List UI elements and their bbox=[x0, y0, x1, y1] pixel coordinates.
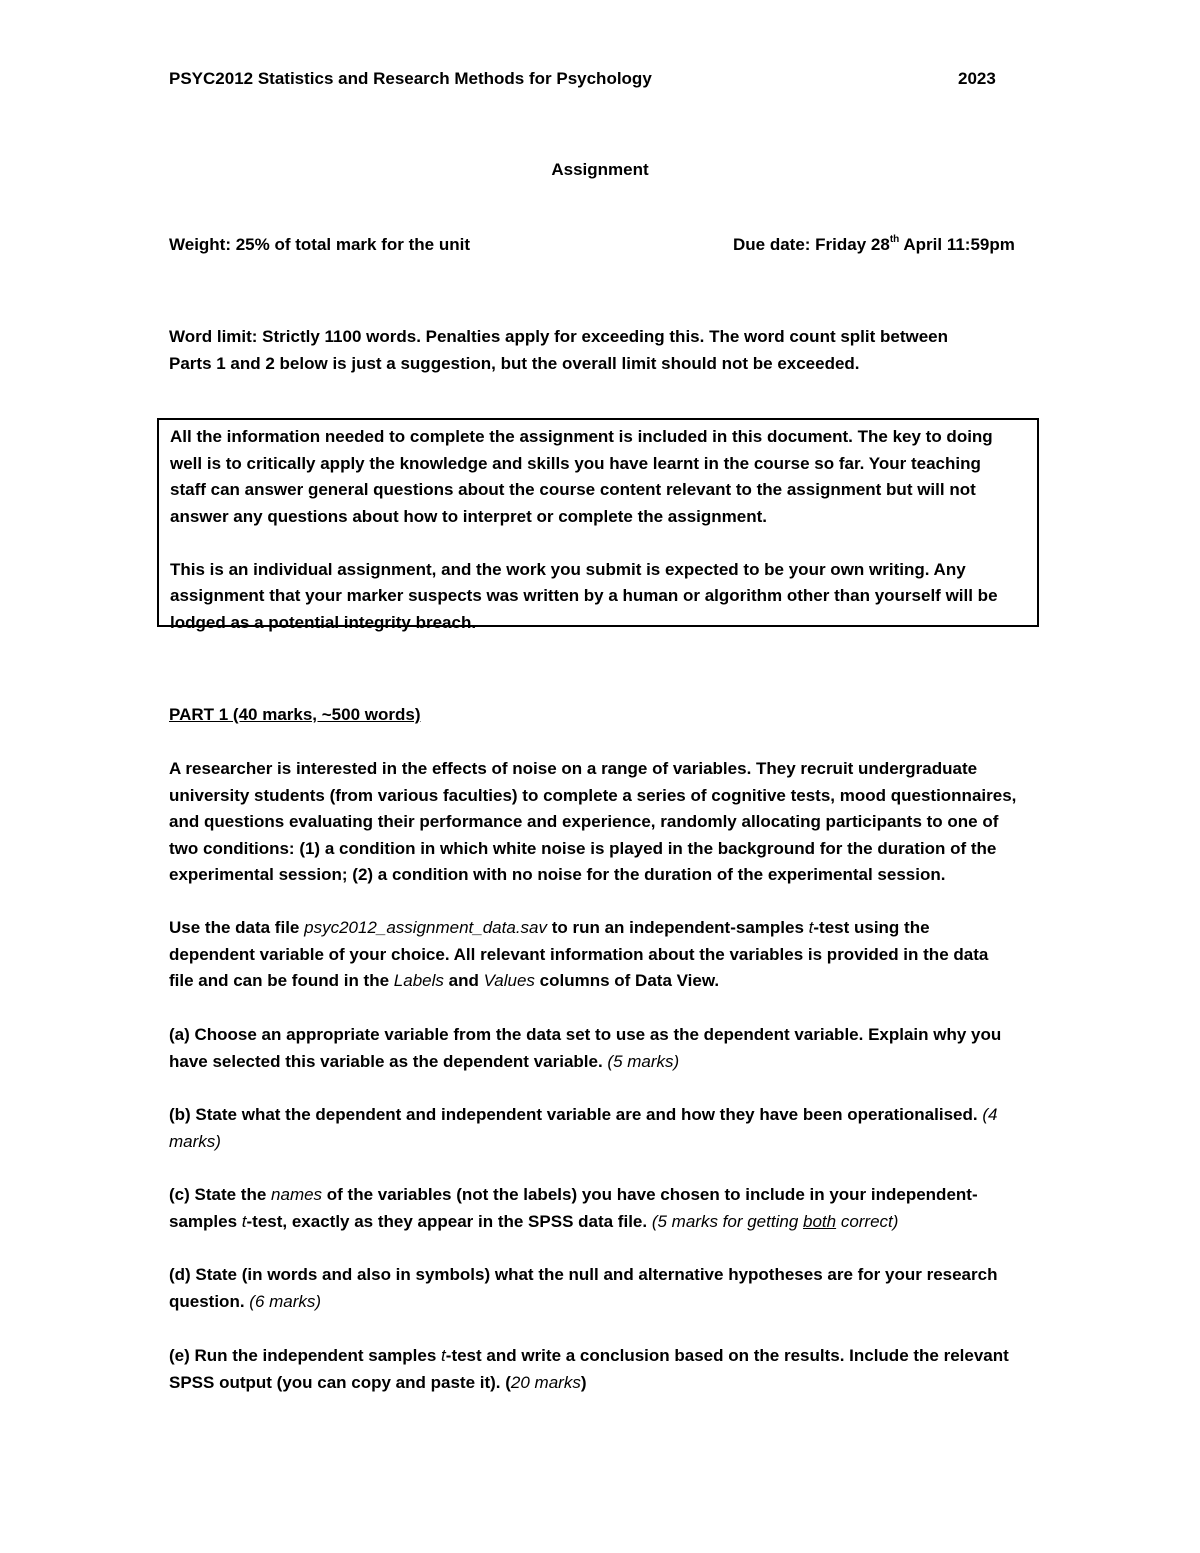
both-word: both bbox=[803, 1211, 837, 1231]
marks-label: ) bbox=[215, 1131, 221, 1151]
marks-label: 20 marks bbox=[510, 1372, 581, 1392]
question-line bbox=[169, 1182, 1049, 1209]
use-line bbox=[169, 915, 1049, 942]
marks-label: (5 marks) bbox=[607, 1051, 680, 1071]
use-line bbox=[169, 968, 1049, 995]
values-word: Values bbox=[483, 971, 535, 990]
intro-line: A researcher is interested in the effects of noise on a range of variables. They recruit undergraduate bbox=[169, 759, 978, 778]
word-limit-line: Word limit: Strictly 1100 words. Penalties apply for exceeding this. The word count split between bbox=[169, 327, 949, 346]
data-file-name: psyc2012_assignment_data.sav bbox=[304, 918, 547, 937]
intro-line: experimental session; (2) a condition with no noise for the duration of the experimental session. bbox=[169, 865, 946, 884]
marks-label: marks bbox=[169, 1131, 216, 1151]
part1-heading: PART 1 (40 marks, ~500 words) bbox=[169, 705, 421, 724]
notice-line: assignment that your marker suspects was written by a human or algorithm other than yourself will be bbox=[170, 586, 998, 605]
question-text: (e) Run the independent samples bbox=[169, 1346, 442, 1365]
notice-box bbox=[157, 418, 1039, 632]
marks-label: (5 marks for getting bbox=[651, 1211, 803, 1231]
t-symbol: t bbox=[441, 1346, 446, 1365]
question-line bbox=[169, 1370, 1049, 1397]
word-limit bbox=[169, 324, 1049, 377]
use-text: file and can be found in the bbox=[169, 971, 394, 990]
marks-label: (4 bbox=[982, 1105, 998, 1124]
use-text: and bbox=[443, 971, 484, 990]
names-word: names bbox=[271, 1185, 323, 1204]
t-symbol: t bbox=[808, 918, 814, 937]
intro-line: and questions evaluating their performance and experience, randomly allocating participants to one of bbox=[169, 812, 999, 831]
due-date bbox=[733, 232, 1015, 259]
marks-label: (6 marks) bbox=[249, 1291, 322, 1311]
question-text: ) bbox=[580, 1372, 587, 1392]
question-line: (a) Choose an appropriate variable from the data set to use as the dependent variable. Explain why you bbox=[169, 1025, 1002, 1044]
notice-spacer bbox=[170, 530, 1037, 557]
question-e bbox=[169, 1343, 1049, 1396]
page-title: Assignment bbox=[551, 160, 649, 179]
header-year: 2023 bbox=[958, 69, 996, 88]
notice-line: lodged as a potential integrity breach. bbox=[170, 612, 477, 632]
question-line bbox=[169, 1102, 1049, 1129]
notice-line: well is to critically apply the knowledge and skills you have learnt in the course so far. Your teaching bbox=[170, 453, 981, 473]
question-line: (d) State (in words and also in symbols) what the null and alternative hypotheses are for your research bbox=[169, 1265, 998, 1284]
notice-line: This is an individual assignment, and the work you submit is expected to be your own writing. Any bbox=[170, 559, 966, 579]
intro-line: university students (from various faculties) to complete a series of cognitive tests, mood questionnaires, bbox=[169, 785, 1017, 805]
question-line bbox=[169, 1129, 1049, 1156]
question-line bbox=[169, 1289, 1049, 1316]
part1-intro bbox=[169, 756, 1049, 889]
use-data-paragraph bbox=[169, 915, 1049, 995]
question-c bbox=[169, 1182, 1049, 1235]
t-symbol: t bbox=[241, 1211, 247, 1231]
question-line bbox=[169, 1209, 1049, 1236]
marks-label: correct) bbox=[836, 1211, 899, 1231]
question-d bbox=[169, 1262, 1049, 1315]
word-limit-line: Parts 1 and 2 below is just a suggestion, but the overall limit should not be exceeded. bbox=[169, 353, 860, 373]
question-text: -test, exactly as they appear in the SPSS data file. bbox=[246, 1211, 652, 1231]
notice-line: All the information needed to complete the assignment is included in this document. The key to doing bbox=[170, 427, 993, 446]
due-suffix: April 11:59pm bbox=[899, 235, 1015, 254]
question-text: samples bbox=[169, 1211, 242, 1231]
use-text: to run an independent-samples bbox=[547, 918, 809, 937]
question-text: (c) State the bbox=[169, 1185, 272, 1204]
use-text: -test using the bbox=[813, 918, 930, 937]
labels-word: Labels bbox=[393, 971, 444, 990]
intro-line: two conditions: (1) a condition in which white noise is played in the background for the duration of the bbox=[169, 838, 997, 858]
question-text: (b) State what the dependent and independent variable are and how they have been operationalised. bbox=[169, 1105, 983, 1124]
question-b bbox=[169, 1102, 1049, 1155]
notice-line: staff can answer general questions about the course content relevant to the assignment but will not bbox=[170, 480, 976, 499]
question-text: of the variables (not the labels) you have chosen to include in your independent- bbox=[322, 1185, 978, 1204]
question-text: SPSS output (you can copy and paste it). ( bbox=[169, 1372, 511, 1392]
notice-line: answer any questions about how to interpret or complete the assignment. bbox=[170, 506, 767, 526]
question-line bbox=[169, 1343, 1049, 1370]
question-text: have selected this variable as the dependent variable. bbox=[169, 1051, 608, 1071]
header-course: PSYC2012 Statistics and Research Methods for Psychology bbox=[169, 69, 652, 88]
weight-text: Weight: 25% of total mark for the unit bbox=[169, 235, 470, 254]
due-sup: th bbox=[889, 234, 900, 246]
use-line: dependent variable of your choice. All relevant information about the variables is provided in the data bbox=[169, 944, 989, 964]
due-prefix: Due date: Friday 28 bbox=[733, 235, 890, 254]
use-text: columns of Data View. bbox=[534, 971, 720, 990]
question-text: -test and write a conclusion based on the results. Include the relevant bbox=[445, 1346, 1009, 1365]
question-a bbox=[169, 1022, 1049, 1075]
question-line bbox=[169, 1049, 1049, 1076]
use-text: Use the data file bbox=[169, 918, 305, 937]
question-text: question. bbox=[169, 1291, 250, 1311]
